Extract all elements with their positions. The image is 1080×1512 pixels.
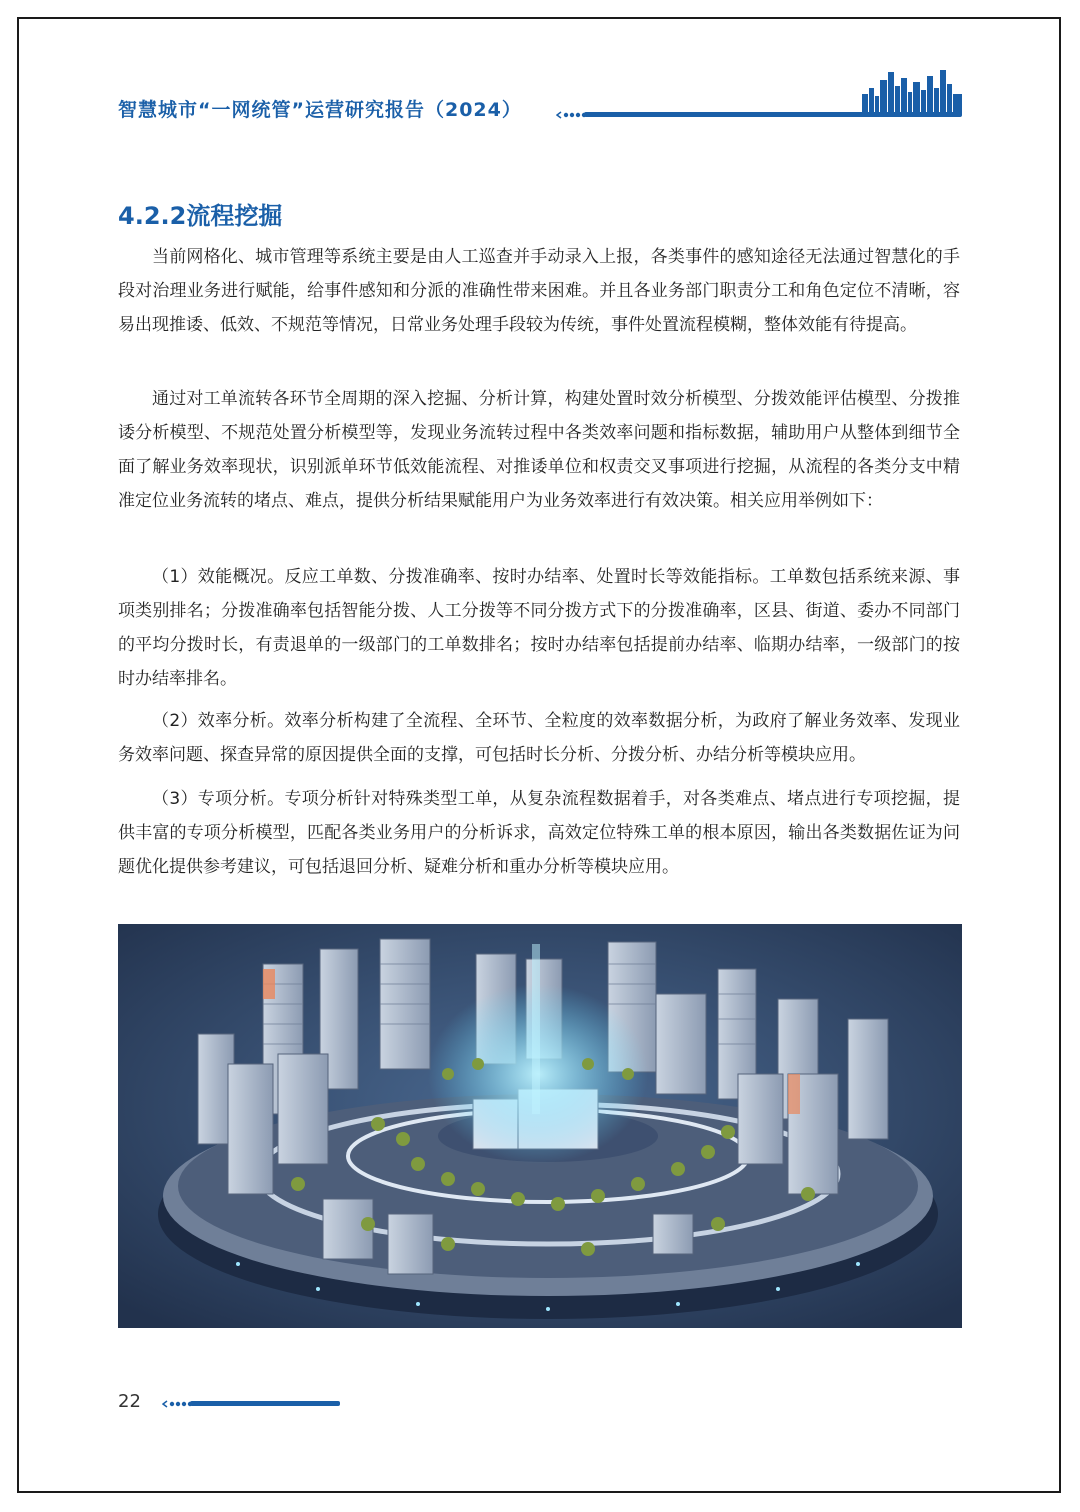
paragraph-method: 通过对工单流转各环节全周期的深入挖掘、分析计算，构建处置时效分析模型、分拨效能评估模型、分拨推诿分析模型、不规范处置分析模型等，发现业务流转过程中各类效率问题和指标数据，辅助用户从整体到细节全面了解业务效率现状，识别派单环节低效能流程、对推诿单位和权责交叉事项进行挖掘，从流程的各类分支中精准定位业务流转的堵点、难点，提供分析结果赋能用户为业务效率进行有效决策。相关应用举例如下： bbox=[118, 389, 960, 511]
dots-icon bbox=[556, 110, 586, 120]
page-number: 22 bbox=[118, 1391, 141, 1412]
section-heading: 4.2.2流程挖掘 bbox=[118, 202, 283, 230]
paragraph-item-1: （1）效能概况。反应工单数、分拨准确率、按时办结率、处置时长等效能指标。工单数包括系统来源、事项类别排名；分拨准确率包括智能分拨、人工分拨等不同分拨方式下的分拨准确率，区县、街道、委办不同部门的平均分拨时长，有责退单的一级部门的工单数排名；按时办结率包括提前办结率、临期办结率，一级部门的按时办结率排名。 bbox=[118, 567, 960, 689]
report-title: 智慧城市“一网统管”运营研究报告（2024） bbox=[118, 99, 522, 121]
footer-divider bbox=[190, 1401, 340, 1406]
paragraph-item-2: （2）效率分析。效率分析构建了全流程、全环节、全粒度的效率数据分析，为政府了解业务效率、发现业务效率问题、探查异常的原因提供全面的支撑，可包括时长分析、分拨分析、办结分析等模块应用。 bbox=[118, 711, 960, 765]
city-skyline-icon bbox=[862, 68, 962, 115]
paragraph-item-3: （3）专项分析。专项分析针对特殊类型工单，从复杂流程数据着手，对各类难点、堵点进行专项挖掘，提供丰富的专项分析模型，匹配各类业务用户的分析诉求，高效定位特殊工单的根本原因，输出各类数据佐证为问题优化提供参考建议，可包括退回分析、疑难分析和重办分析等模块应用。 bbox=[118, 789, 960, 877]
dots-icon bbox=[162, 1399, 192, 1409]
paragraph-intro: 当前网格化、城市管理等系统主要是由人工巡查并手动录入上报，各类事件的感知途径无法通过智慧化的手段对治理业务进行赋能，给事件感知和分派的准确性带来困难。并且各业务部门职责分工和角色定位不清晰，容易出现推诿、低效、不规范等情况，日常业务处理手段较为传统，事件处置流程模糊，整体效能有待提高。 bbox=[118, 247, 960, 335]
smart-city-illustration bbox=[118, 924, 962, 1328]
